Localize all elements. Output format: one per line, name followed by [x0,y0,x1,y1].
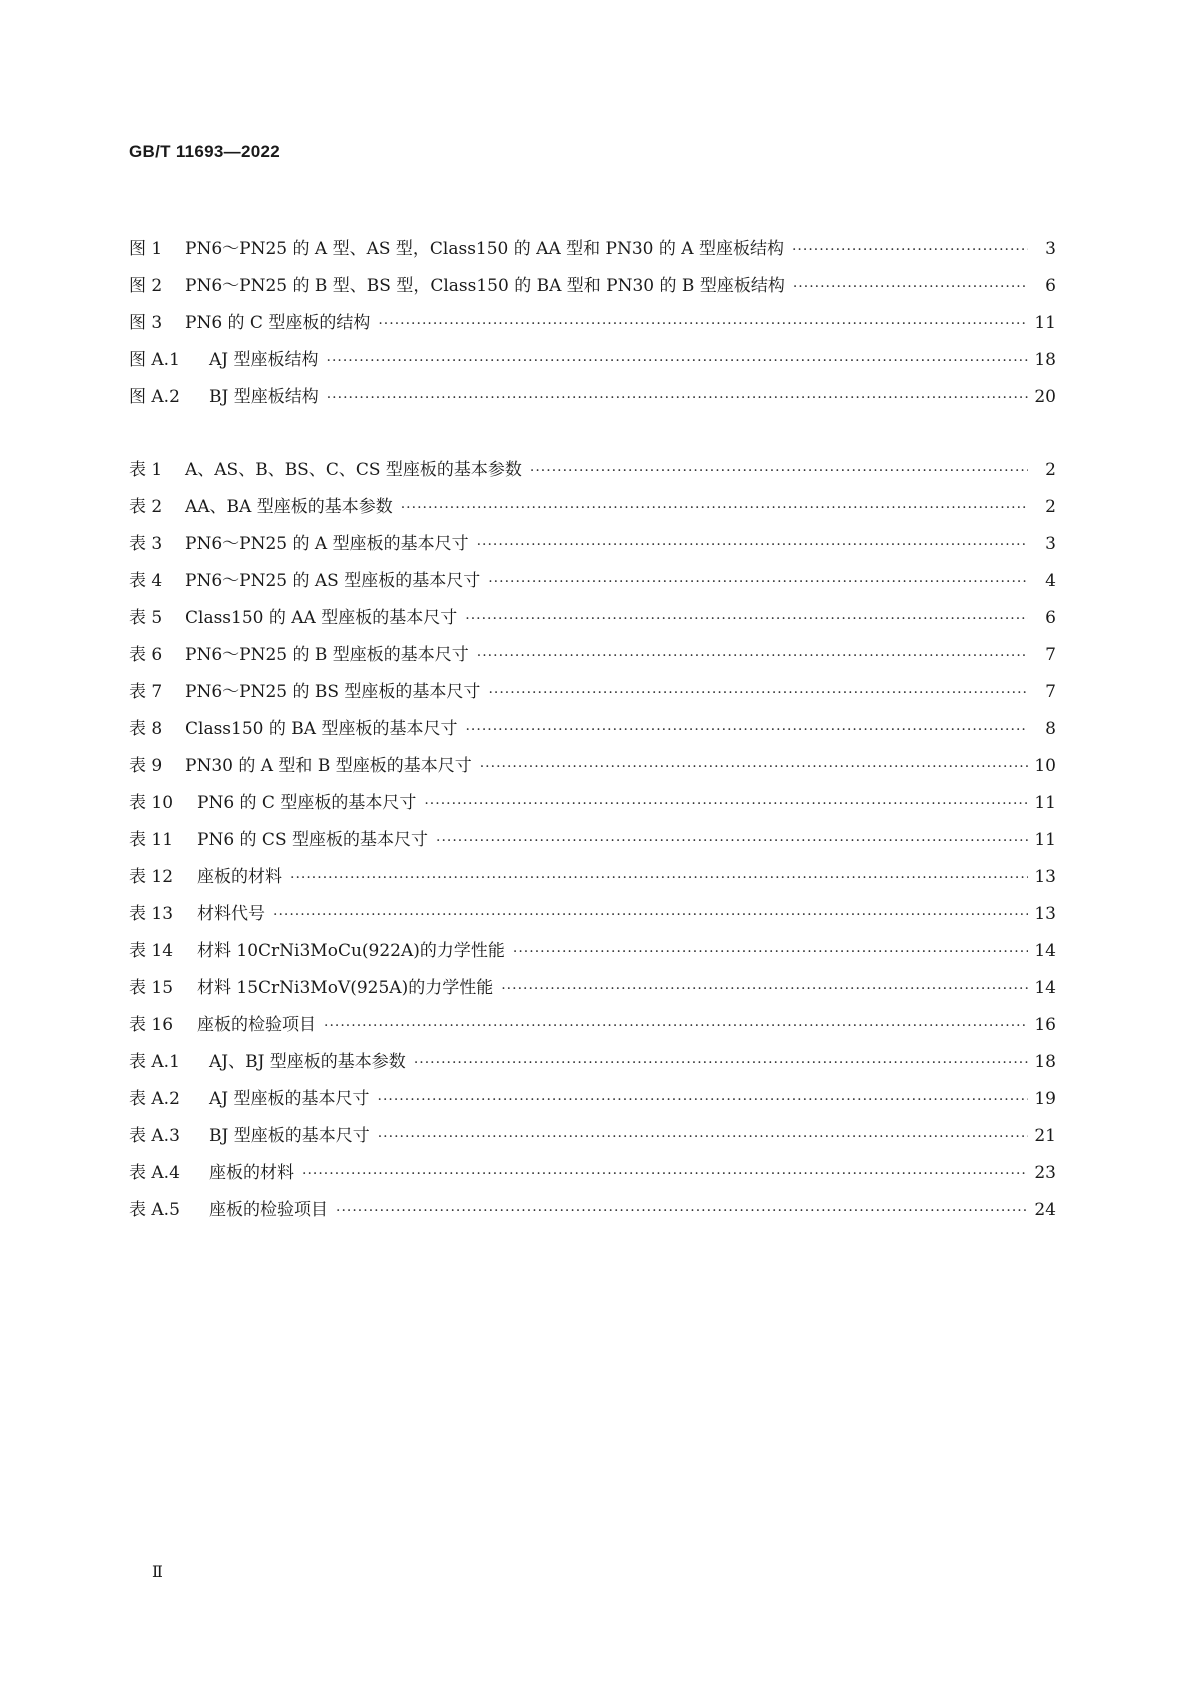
table-page-number: 14 [1034,941,1056,961]
table-entry[interactable] [129,1084,1056,1121]
figure-title: PN6 的 C 型座板的结构 [185,313,371,333]
table-entry[interactable] [129,788,1056,825]
standard-number-header: GB/T 11693—2022 [129,142,280,161]
table-entry[interactable] [129,936,1056,973]
dot-leader [302,1166,1028,1182]
dot-leader [378,1092,1029,1108]
dot-leader [477,648,1028,664]
table-page-number: 18 [1034,1052,1056,1072]
table-label: 表 6 [129,645,163,665]
table-label: 表 11 [129,830,174,850]
figure-label: 图 2 [129,276,163,296]
table-page-number: 23 [1034,1163,1056,1183]
table-title: PN6 的 CS 型座板的基本尺寸 [197,830,428,850]
dot-leader [324,1018,1028,1034]
table-label: 表 10 [129,793,174,813]
table-entry[interactable] [129,751,1056,788]
table-page-number: 2 [1045,497,1056,517]
dot-leader [378,1129,1028,1145]
table-page-number: 14 [1034,978,1056,998]
dot-leader [273,907,1028,923]
table-entry[interactable] [129,677,1056,714]
dot-leader [327,353,1029,369]
table-title: AA、BA 型座板的基本参数 [185,497,393,517]
dot-leader [465,611,1028,627]
dot-leader [290,870,1028,886]
table-label: 表 14 [129,941,174,961]
table-label: 表 16 [129,1015,174,1035]
page-number-footer: Ⅱ [152,1562,163,1581]
dot-leader [477,537,1028,553]
table-title: 座板的材料 [197,867,282,887]
figure-entry[interactable] [129,234,1056,271]
table-label: 表 2 [129,497,163,517]
table-page-number: 3 [1045,534,1056,554]
dot-leader [465,722,1028,738]
dot-leader [327,390,1028,406]
figure-title: BJ 型座板结构 [209,387,319,407]
table-title: AJ、BJ 型座板的基本参数 [209,1052,406,1072]
dot-leader [793,279,1028,295]
table-page-number: 10 [1034,756,1056,776]
table-title: PN6 的 C 型座板的基本尺寸 [197,793,417,813]
table-list [129,455,1056,1232]
table-label: 表 8 [129,719,163,739]
figure-page-number: 6 [1045,276,1056,296]
figure-label: 图 1 [129,239,163,259]
figure-title: AJ 型座板结构 [209,350,319,370]
figure-entry[interactable] [129,345,1056,382]
figure-title: PN6～PN25 的 B 型、BS 型，Class150 的 BA 型和 PN30 的 B 型座板结构 [185,276,785,296]
table-label: 表 15 [129,978,174,998]
table-title: 座板的材料 [209,1163,294,1183]
table-page-number: 8 [1045,719,1056,739]
table-title: AJ 型座板的基本尺寸 [209,1089,370,1109]
figure-label: 图 A.1 [129,350,180,370]
table-page-number: 7 [1045,645,1056,665]
table-label: 表 A.5 [129,1200,180,1220]
table-label: 表 5 [129,608,163,628]
table-page-number: 4 [1045,571,1056,591]
figure-entry[interactable] [129,271,1056,308]
table-page-number: 6 [1045,608,1056,628]
table-label: 表 7 [129,682,163,702]
table-label: 表 1 [129,460,163,480]
table-title: BJ 型座板的基本尺寸 [209,1126,370,1146]
table-title: A、AS、B、BS、C、CS 型座板的基本参数 [185,460,522,480]
table-label: 表 A.3 [129,1126,180,1146]
table-entry[interactable] [129,529,1056,566]
table-title: 座板的检验项目 [197,1015,316,1035]
table-page-number: 19 [1034,1089,1056,1109]
table-title: PN6～PN25 的 BS 型座板的基本尺寸 [185,682,481,702]
table-title: PN6～PN25 的 B 型座板的基本尺寸 [185,645,469,665]
dot-leader [513,944,1028,960]
dot-leader [488,574,1028,590]
table-page-number: 7 [1045,682,1056,702]
table-entry[interactable] [129,640,1056,677]
table-title: 材料代号 [197,904,265,924]
table-entry[interactable] [129,862,1056,899]
table-title: Class150 的 BA 型座板的基本尺寸 [185,719,458,739]
table-page-number: 2 [1045,460,1056,480]
table-title: 材料 15CrNi3MoV(925A)的力学性能 [197,978,494,998]
table-title: 材料 10CrNi3MoCu(922A)的力学性能 [197,941,505,961]
dot-leader [414,1055,1028,1071]
dot-leader [378,316,1028,332]
dot-leader [336,1203,1028,1219]
table-title: 座板的检验项目 [209,1200,328,1220]
table-entry[interactable] [129,492,1056,529]
table-entry[interactable] [129,1047,1056,1084]
figure-entry[interactable] [129,382,1056,419]
table-entry[interactable] [129,603,1056,640]
dot-leader [488,685,1028,701]
table-label: 表 A.1 [129,1052,180,1072]
table-entry[interactable] [129,714,1056,751]
table-label: 表 4 [129,571,163,591]
table-entry[interactable] [129,1121,1056,1158]
table-label: 表 3 [129,534,163,554]
dot-leader [792,242,1028,258]
table-entry[interactable] [129,899,1056,936]
dot-leader [501,981,1028,997]
table-page-number: 16 [1034,1015,1056,1035]
table-title: PN6～PN25 的 AS 型座板的基本尺寸 [185,571,481,591]
table-title: Class150 的 AA 型座板的基本尺寸 [185,608,458,628]
dot-leader [530,463,1028,479]
dot-leader [436,833,1028,849]
table-page-number: 21 [1034,1126,1056,1146]
table-entry[interactable] [129,973,1056,1010]
table-label: 表 9 [129,756,163,776]
figure-page-number: 11 [1034,313,1056,333]
table-entry[interactable] [129,825,1056,862]
table-entry[interactable] [129,1195,1056,1232]
table-page-number: 13 [1034,867,1056,887]
figure-page-number: 3 [1045,239,1056,259]
table-entry[interactable] [129,455,1056,492]
table-page-number: 24 [1034,1200,1056,1220]
dot-leader [480,759,1028,775]
figure-label: 图 3 [129,313,163,333]
dot-leader [424,796,1028,812]
table-page-number: 11 [1034,830,1056,850]
table-entry[interactable] [129,566,1056,603]
table-label: 表 A.4 [129,1163,180,1183]
dot-leader [401,500,1028,516]
figure-entry[interactable] [129,308,1056,345]
table-page-number: 13 [1034,904,1056,924]
table-entry[interactable] [129,1010,1056,1047]
table-label: 表 12 [129,867,174,887]
figure-page-number: 18 [1034,350,1056,370]
table-label: 表 A.2 [129,1089,180,1109]
figure-list [129,234,1056,419]
figure-title: PN6～PN25 的 A 型、AS 型，Class150 的 AA 型和 PN30 的 A 型座板结构 [185,239,784,259]
table-label: 表 13 [129,904,174,924]
table-entry[interactable] [129,1158,1056,1195]
figure-page-number: 20 [1034,387,1056,407]
table-page-number: 11 [1034,793,1056,813]
figure-label: 图 A.2 [129,387,180,407]
table-title: PN6～PN25 的 A 型座板的基本尺寸 [185,534,469,554]
table-title: PN30 的 A 型和 B 型座板的基本尺寸 [185,756,472,776]
